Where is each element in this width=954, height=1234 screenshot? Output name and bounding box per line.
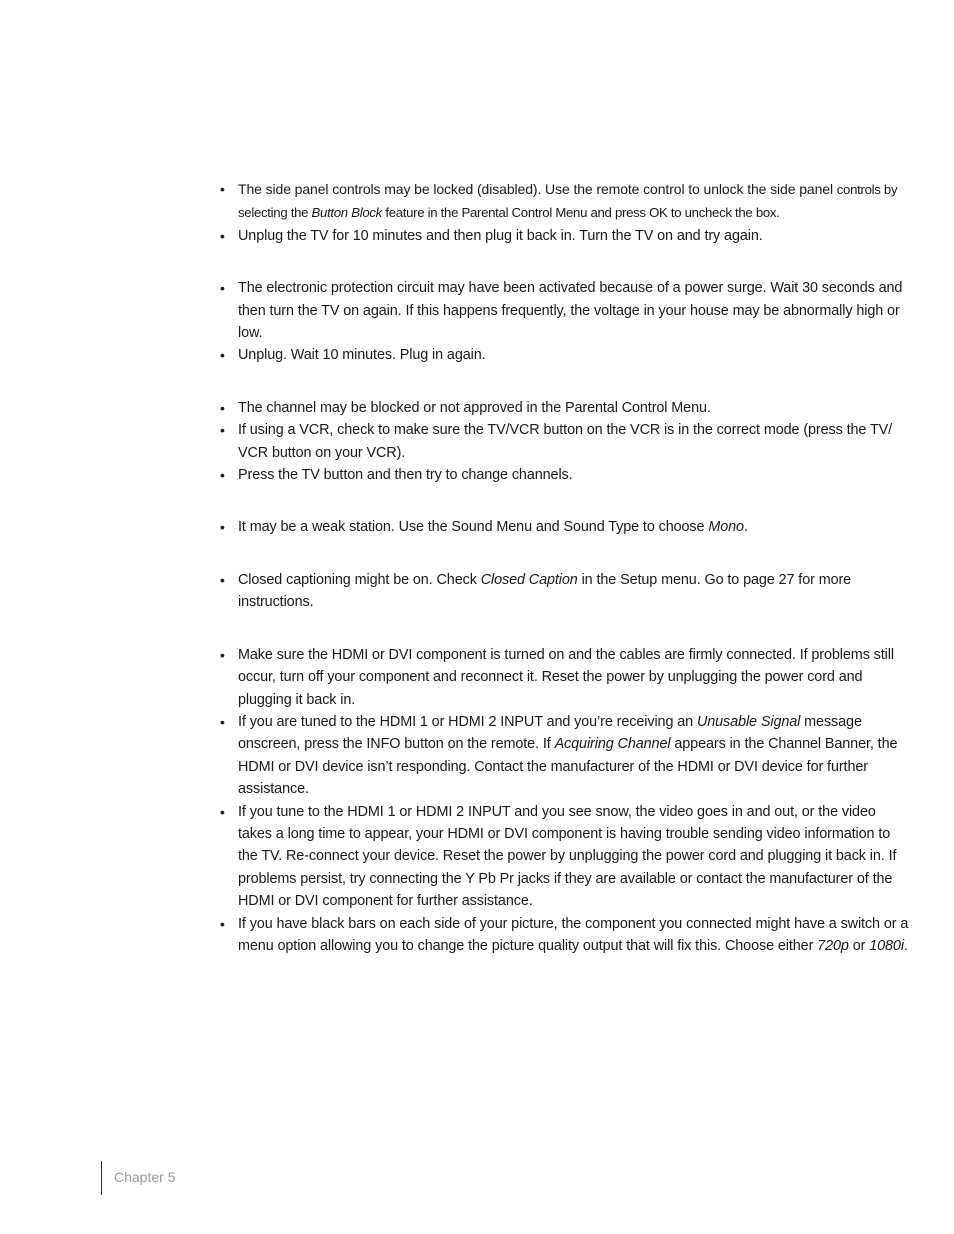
item-text: . [743, 519, 748, 536]
bullet: • [220, 803, 225, 820]
list-item [220, 569, 912, 614]
chapter-label: Chapter 5 [114, 1169, 176, 1185]
item-text: Make sure the HDMI or DVI component is turned on and the cables are firmly connected. If problems still occur, turn off your component and reconnect it. Reset the power by unplugging the power cord and plugging it back in. [238, 646, 894, 708]
item-text: controls by selecting the [238, 182, 898, 221]
item-text: Unplug. Wait 10 minutes. Plug in again. [238, 347, 486, 364]
troubleshooting-content [220, 178, 912, 987]
item-text: It may be a weak station. Use the Sound Menu and Sound Type to choose [238, 519, 709, 536]
item-text: The electronic protection circuit may have been activated because of a power surge. Wait 30 seconds and then turn the TV on again. If this happens frequently, the voltage in your house may be abnormally high or low. [238, 280, 903, 342]
item-emphasis: 720p [817, 937, 849, 954]
list-item [220, 516, 912, 538]
troubleshooting-group-sound [220, 516, 912, 538]
item-text: The channel may be blocked or not approved in the Parental Control Menu. [238, 399, 711, 416]
page-footer [101, 1161, 176, 1195]
item-emphasis: Button Block [311, 205, 382, 221]
bullet: • [220, 646, 225, 663]
list-item [220, 711, 912, 801]
item-emphasis: Acquiring Channel [554, 736, 671, 753]
item-text: in the Setup menu. Go to page 27 for more instructions. [238, 571, 852, 611]
list-item [220, 644, 912, 711]
item-text: If you are tuned to the HDMI 1 or HDMI 2 INPUT and you’re receiving an [238, 713, 697, 730]
item-text: Closed captioning might be on. Check [238, 571, 481, 588]
item-text: . [903, 937, 908, 954]
list-item [220, 225, 912, 247]
bullet: • [220, 280, 225, 297]
bullet: • [220, 915, 225, 932]
list-item [220, 913, 912, 958]
item-text: If you have black bars on each side of your picture, the component you connected might have a switch or a menu option allowing you to change the picture quality output that will fix this. Choose either [238, 915, 909, 954]
bullet: • [220, 181, 225, 197]
item-text: The side panel controls may be locked (disabled). Use the remote control to unlock the side panel [238, 181, 837, 197]
list-item [220, 277, 912, 344]
bullet: • [220, 422, 225, 439]
bullet: • [220, 519, 225, 536]
list-item [220, 178, 912, 225]
item-text: Press the TV button and then try to change channels. [238, 467, 573, 484]
item-text: or [848, 937, 870, 954]
bullet: • [220, 571, 225, 588]
bullet: • [220, 227, 225, 244]
troubleshooting-group-side-panel [220, 178, 912, 247]
list-item [220, 419, 912, 464]
troubleshooting-group-hdmi [220, 644, 912, 958]
bullet: • [220, 713, 225, 730]
bullet: • [220, 399, 225, 416]
item-text: message onscreen, press the INFO button on the remote. If [238, 713, 862, 753]
item-emphasis: 1080i [869, 937, 904, 954]
list-item [220, 344, 912, 366]
list-item [220, 464, 912, 486]
item-text: Unplug the TV for 10 minutes and then plug it back in. Turn the TV on and try again. [238, 227, 763, 244]
troubleshooting-group-channels [220, 397, 912, 487]
item-text: appears in the Channel Banner, the HDMI or DVI device isn’t responding. Contact the manufacturer of the HDMI or DVI device for further assistance. [238, 736, 898, 798]
item-text: If you tune to the HDMI 1 or HDMI 2 INPUT and you see snow, the video goes in and out, or the video takes a long time to appear, your HDMI or DVI component is having trouble sending video information to the TV. Re-connect your device. Reset the power by unplugging the power cord and plugging it back in. If problems persist, try connecting the Y Pb Pr jacks if they are available or contact the manufacturer of the HDMI or DVI component for further assistance. [238, 803, 897, 910]
bullet: • [220, 467, 225, 484]
list-item [220, 397, 912, 419]
item-text: If using a VCR, check to make sure the TV/VCR button on the VCR is in the correct mode (press the TV/ VCR button on your VCR). [238, 422, 893, 461]
list-item [220, 801, 912, 913]
troubleshooting-group-power [220, 277, 912, 367]
troubleshooting-group-captions [220, 569, 912, 614]
item-emphasis: Unusable Signal [696, 713, 801, 730]
item-text: feature in the Parental Control Menu and press OK to uncheck the box. [381, 205, 780, 221]
item-emphasis: Mono [708, 519, 744, 536]
bullet: • [220, 347, 225, 364]
item-emphasis: Closed Caption [480, 571, 578, 588]
